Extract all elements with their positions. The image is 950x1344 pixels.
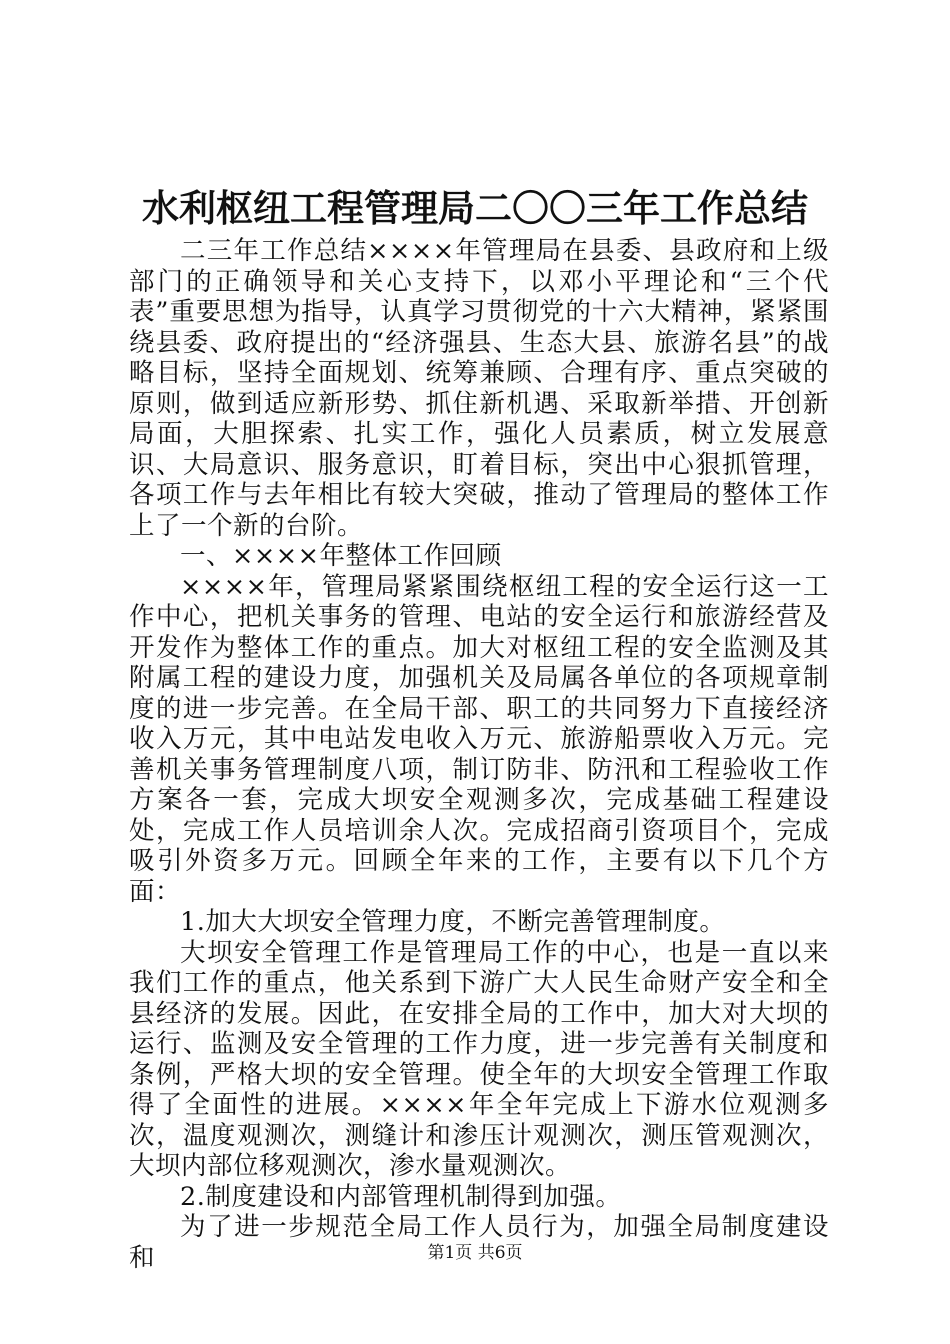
document-body: [129, 236, 829, 1273]
intro-paragraph: 二三年工作总结××××年管理局在县委、县政府和上级部门的正确领导和关心支持下，以邓小平理论和“三个代表”重要思想为指导，认真学习贯彻党的十六大精神，紧紧围绕县委、政府提出的“经济强县、生态大县、旅游名县”的战略目标，坚持全面规划、统筹兼顾、合理有序、重点突破的原则，做到适应新形势、抓住新机遇、采取新举措、开创新局面，大胆探索、扎实工作，强化人员素质，树立发展意识、大局意识、服务意识，盯着目标，突出中心狠抓管理，各项工作与去年相比有较大突破，推动了管理局的整体工作上了一个新的台阶。: [129, 236, 829, 541]
page-number-footer: 第1页 共6页: [427, 1243, 523, 1263]
dam-safety-paragraph: 大坝安全管理工作是管理局工作的中心，也是一直以来我们工作的重点，他关系到下游广大人民生命财产安全和全县经济的发展。因此，在安排全局的工作中，加大对大坝的运行、监测及安全管理的工作力度，进一步完善有关制度和条例，严格大坝的安全管理。使全年的大坝安全管理工作取得了全面性的进展。××××年全年完成上下游水位观测多次，温度观测次，测缝计和渗压计观测次，测压管观测次，大坝内部位移观测次，渗水量观测次。: [129, 937, 829, 1181]
document-title: 水利枢纽工程管理局二〇〇三年工作总结: [142, 186, 808, 230]
subheading-institution: 2.制度建设和内部管理机制得到加强。: [180, 1181, 622, 1212]
subheading-dam-safety: 1.加大大坝安全管理力度，不断完善管理制度。: [180, 907, 726, 937]
institution-paragraph: 为了进一步规范全局工作人员行为，加强全局制度建设和: [129, 1212, 829, 1273]
review-paragraph: ××××年，管理局紧紧围绕枢纽工程的安全运行这一工作中心，把机关事务的管理、电站的安全运行和旅游经营及开发作为整体工作的重点。加大对枢纽工程的安全监测及其附属工程的建设力度，加强机关及局属各单位的各项规章制度的进一步完善。在全局干部、职工的共同努力下直接经济收入万元，其中电站发电收入万元、旅游船票收入万元。完善机关事务管理制度八项，制订防非、防汛和工程验收工作方案各一套，完成大坝安全观测多次，完成基础工程建设处，完成工作人员培训余人次。完成招商引资项目个，完成吸引外资多万元。回顾全年来的工作，主要有以下几个方面：: [129, 571, 829, 907]
section-heading-review: 一、××××年整体工作回顾: [180, 541, 502, 571]
